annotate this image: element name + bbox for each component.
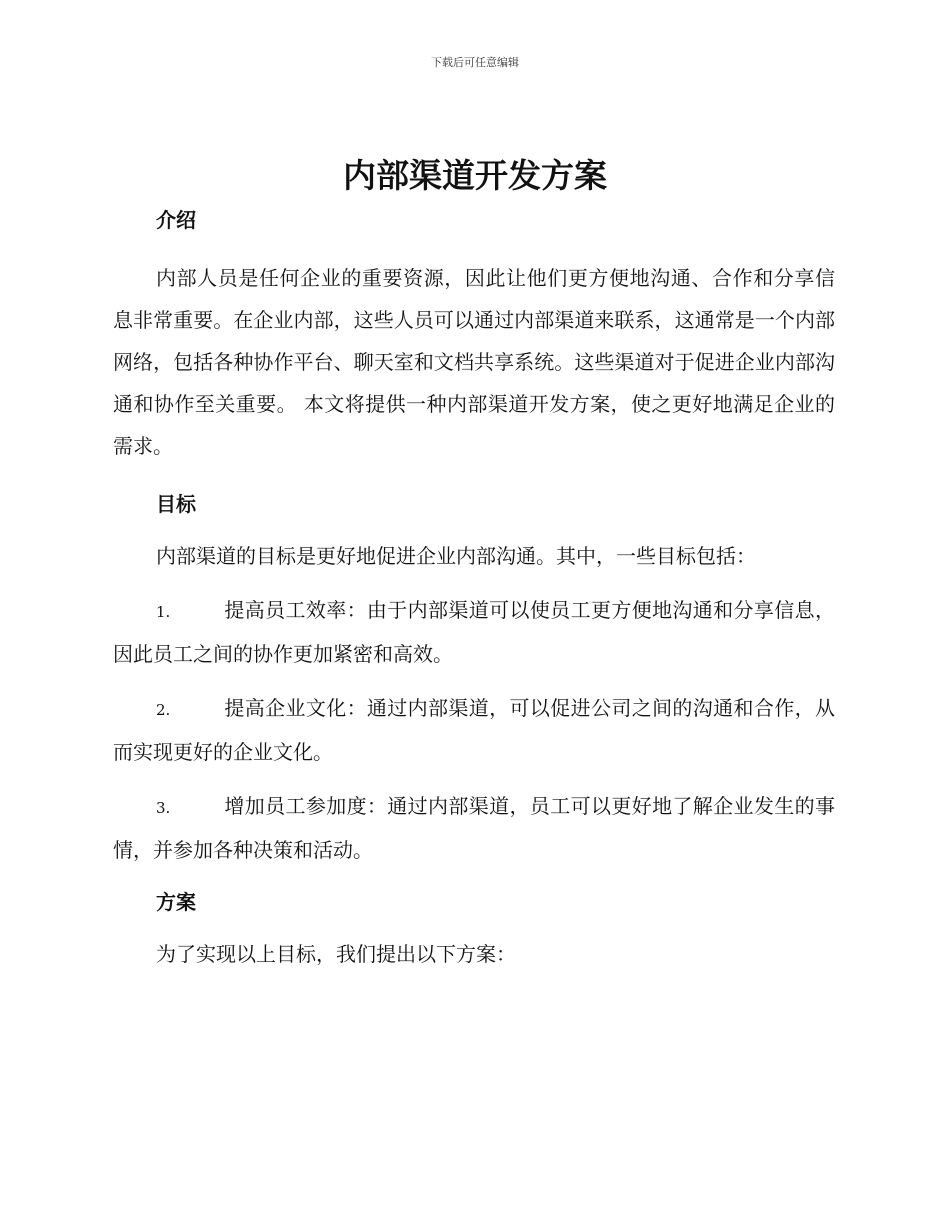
- plan-paragraph: 为了实现以上目标，我们提出以下方案：: [156, 942, 516, 966]
- goal-list-item-2: [113, 687, 835, 773]
- list-number: 2.: [156, 701, 171, 719]
- section-heading-goals: 目标: [156, 492, 196, 516]
- list-item-text: 提高员工效率：由于内部渠道可以使员工更方便地沟通和分享信息，因此员工之间的协作更加紧密和高效。: [113, 598, 835, 666]
- list-number: 3.: [156, 799, 171, 817]
- goal-list-item-3: [113, 785, 835, 871]
- list-number: 1.: [156, 603, 171, 621]
- section-heading-plan: 方案: [156, 890, 196, 914]
- document-title: 内部渠道开发方案: [343, 156, 607, 195]
- intro-paragraph: 内部人员是任何企业的重要资源，因此让他们更方便地沟通、合作和分享信息非常重要。在企业内部，这些人员可以通过内部渠道来联系，这通常是一个内部网络，包括各种协作平台、聊天室和文档共享系统。这些渠道对于促进企业内部沟通和协作至关重要。 本文将提供一种内部渠道开发方案，使之更好地满足企业的需求。: [113, 266, 835, 458]
- header-note: 下载后可任意编辑: [431, 56, 519, 69]
- list-item-text: 增加员工参加度：通过内部渠道，员工可以更好地了解企业发生的事情，并参加各种决策和活动。: [113, 794, 835, 862]
- goal-list-item-1: [113, 589, 835, 675]
- goals-paragraph: 内部渠道的目标是更好地促进企业内部沟通。其中，一些目标包括：: [156, 544, 756, 568]
- section-heading-intro: 介绍: [156, 208, 196, 232]
- list-item-text: 提高企业文化：通过内部渠道，可以促进公司之间的沟通和合作，从而实现更好的企业文化。: [113, 696, 835, 764]
- document-body: [113, 203, 835, 975]
